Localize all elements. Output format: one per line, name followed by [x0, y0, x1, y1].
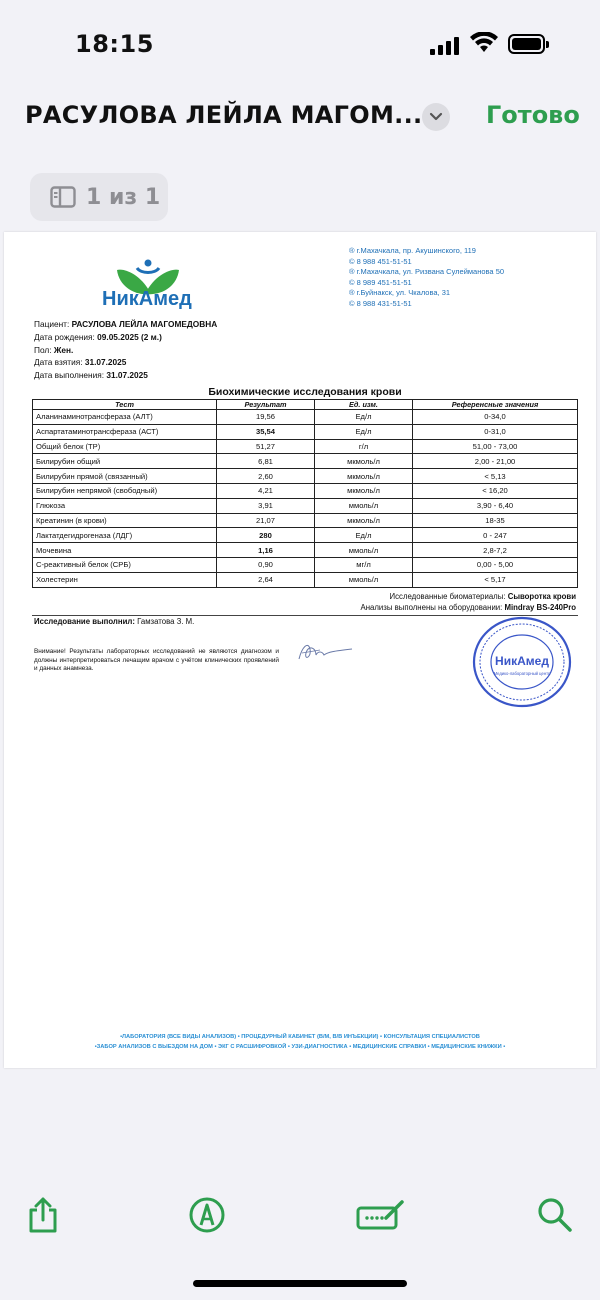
- status-bar: [0, 0, 600, 90]
- cell-result: 1,16: [217, 543, 315, 558]
- equipment-value: Mindray BS-240Pro: [504, 602, 576, 612]
- clinic-addresses: [349, 246, 504, 310]
- footer-services: [4, 1032, 596, 1052]
- cell-test: Билирубин прямой (связанный): [33, 469, 217, 484]
- patient-dob: 09.05.2025 (2 м.): [97, 331, 162, 342]
- share-button[interactable]: [18, 1190, 68, 1240]
- document-title: РАСУЛОВА ЛЕЙЛА МАГОМ...: [25, 101, 423, 129]
- table-row: [33, 424, 578, 439]
- dob-label: Дата рождения:: [34, 331, 95, 342]
- cell-reference: 2,00 - 21,00: [413, 454, 578, 469]
- biomaterial-label: Исследованные биоматериалы:: [389, 592, 506, 601]
- cell-result: 21,07: [217, 513, 315, 528]
- cell-result: 2,60: [217, 469, 315, 484]
- markup-icon: [188, 1196, 226, 1234]
- table-row: [33, 469, 578, 484]
- cell-test: Аланинаминотрансфераза (АЛТ): [33, 410, 217, 425]
- equipment-label: Анализы выполнены на оборудовании:: [360, 602, 503, 612]
- nikamed-logo-icon: [99, 246, 209, 326]
- cell-test: Билирубин непрямой (свободный): [33, 483, 217, 498]
- table-title: Биохимические исследования крови: [208, 386, 402, 398]
- wifi-icon: [470, 32, 498, 54]
- patient-name: РАСУЛОВА ЛЕЙЛА МАГОМЕДОВНА: [71, 319, 218, 329]
- cell-unit: Ед/л: [315, 528, 413, 543]
- biomaterial-value: Сыворотка крови: [507, 592, 576, 601]
- markup-button[interactable]: [182, 1190, 232, 1240]
- cell-reference: 0-34,0: [413, 410, 578, 425]
- table-row: [33, 439, 578, 454]
- page-indicator[interactable]: [30, 173, 168, 221]
- footer-line: •ЗАБОР АНАЛИЗОВ С ВЫЕЗДОМ НА ДОМ • ЭКГ С РАСШИФРОВКОЙ • УЗИ-ДИАГНОСТИКА • МЕДИЦИНСКИЕ СПРАВКИ • МЕДИЦИНСКИЕ КНИЖКИ •: [94, 1044, 506, 1050]
- navigation-bar: [0, 95, 600, 140]
- performer-label: Исследование выполнил:: [34, 617, 135, 626]
- cell-result: 6,81: [217, 454, 315, 469]
- fill-and-sign-button[interactable]: [356, 1190, 406, 1240]
- table-row: [33, 572, 578, 587]
- performer-name: Гамзатова З. М.: [137, 617, 195, 626]
- cell-result: 51,27: [217, 439, 315, 454]
- table-row: [33, 454, 578, 469]
- done-button[interactable]: Готово: [486, 101, 580, 129]
- cell-unit: мкмоль/л: [315, 513, 413, 528]
- signature-icon: [356, 1198, 406, 1232]
- header-unit: Ед. изм.: [315, 400, 413, 410]
- cell-reference: 0,00 - 5,00: [413, 557, 578, 572]
- patient-sex: Жен.: [53, 344, 74, 355]
- footer-line: •ЛАБОРАТОРИЯ (ВСЕ ВИДЫ АНАЛИЗОВ) • ПРОЦЕДУРНЫЙ КАБИНЕТ (В/М, В/В ИНЪЕКЦИИ) • КОНСУЛЬТАЦИЯ СПЕЦИАЛИСТОВ: [120, 1034, 480, 1040]
- cell-reference: < 5,17: [413, 572, 578, 587]
- address-line: ® г.Махачкала, пр. Акушинского, 119: [349, 246, 476, 255]
- page-count-label: 1 из 1: [86, 184, 161, 210]
- table-row: [33, 528, 578, 543]
- cell-test: Билирубин общий: [33, 454, 217, 469]
- patient-info: [34, 318, 217, 382]
- cell-unit: Ед/л: [315, 410, 413, 425]
- done-date: 31.07.2025: [106, 370, 148, 381]
- cell-reference: 0-31,0: [413, 424, 578, 439]
- sex-label: Пол:: [34, 344, 52, 355]
- search-button[interactable]: [530, 1190, 580, 1240]
- address-line: ® г.Махачкала, ул. Ризвана Сулейманова 50: [349, 267, 505, 277]
- cell-test: Мочевина: [33, 543, 217, 558]
- cell-unit: мкмоль/л: [315, 454, 413, 469]
- table-row: [33, 483, 578, 498]
- cell-unit: ммоль/л: [315, 543, 413, 558]
- patient-name-label: Пациент:: [34, 319, 70, 329]
- cell-reference: 3,90 - 6,40: [413, 498, 578, 513]
- cell-reference: < 5,13: [413, 469, 578, 484]
- cell-reference: 18-35: [413, 513, 578, 528]
- sidebar-icon: [50, 186, 76, 208]
- table-header-row: [33, 400, 578, 410]
- phone-line: © 8 988 431-51-51: [349, 298, 412, 308]
- cell-result: 19,56: [217, 410, 315, 425]
- search-icon: [537, 1197, 573, 1233]
- chevron-down-icon: [429, 112, 443, 122]
- cell-test: Креатинин (в крови): [33, 513, 217, 528]
- stamp-brand: НикАмед: [495, 654, 549, 668]
- taken-date-label: Дата взятия:: [34, 357, 83, 368]
- clinic-stamp-image: [466, 615, 578, 709]
- share-icon: [26, 1196, 60, 1234]
- cell-reference: 0 - 247: [413, 528, 578, 543]
- cell-test: Глюкоза: [33, 498, 217, 513]
- cell-result: 35,54: [217, 424, 315, 439]
- cell-result: 4,21: [217, 483, 315, 498]
- stamp-subtitle: Медико-лабораторный центр: [493, 671, 551, 676]
- done-date-label: Дата выполнения:: [34, 370, 105, 381]
- cell-unit: Ед/л: [315, 424, 413, 439]
- table-row: [33, 557, 578, 572]
- cell-result: 0,90: [217, 557, 315, 572]
- home-indicator[interactable]: [193, 1280, 407, 1287]
- pdf-page[interactable]: [4, 232, 596, 1068]
- warning-text: Внимание! Результаты лабораторных исследований не являются диагнозом и должны интерпретироваться лечащим врачом с учётом клинических проявлений и данных анамнеза.: [34, 648, 279, 672]
- cellular-signal-icon: [430, 35, 460, 55]
- cell-test: Холестерин: [33, 572, 217, 587]
- cell-unit: ммоль/л: [315, 572, 413, 587]
- battery-icon: [508, 34, 545, 54]
- cell-result: 2,64: [217, 572, 315, 587]
- cell-reference: 2,8-7,2: [413, 543, 578, 558]
- cell-unit: ммоль/л: [315, 498, 413, 513]
- table-row: [33, 543, 578, 558]
- brand-name: НикАмед: [102, 288, 192, 310]
- phone-line: © 8 988 451-51-51: [349, 256, 412, 266]
- cell-test: С-реактивный белок (СРБ): [33, 557, 217, 572]
- cell-reference: 51,00 - 73,00: [413, 439, 578, 454]
- header-result: Результат: [217, 400, 315, 410]
- signature-image: [294, 637, 354, 667]
- cell-result: 280: [217, 528, 315, 543]
- cell-test: Лактатдегидрогеназа (ЛДГ): [33, 528, 217, 543]
- taken-date: 31.07.2025: [84, 357, 127, 368]
- cell-test: Общий белок (ТР): [33, 439, 217, 454]
- performer-info: [34, 617, 194, 626]
- cell-test: Аспартатаминотрансфераза (АСТ): [33, 424, 217, 439]
- address-line: ® г.Буйнакск, ул. Чкалова, 31: [349, 288, 451, 298]
- table-row: [33, 513, 578, 528]
- biomaterial-info: [32, 592, 576, 613]
- phone-line: © 8 989 451-51-51: [349, 277, 412, 287]
- bottom-toolbar: [0, 1190, 600, 1240]
- header-reference: Референсные значения: [413, 400, 578, 410]
- status-time: 18:15: [75, 30, 154, 58]
- table-row: [33, 410, 578, 425]
- title-menu-button[interactable]: [422, 103, 450, 131]
- cell-unit: г/л: [315, 439, 413, 454]
- cell-reference: < 16,20: [413, 483, 578, 498]
- table-row: [33, 498, 578, 513]
- cell-unit: мг/л: [315, 557, 413, 572]
- results-table: [32, 399, 578, 588]
- cell-result: 3,91: [217, 498, 315, 513]
- cell-unit: мкмоль/л: [315, 483, 413, 498]
- header-test: Тест: [33, 400, 217, 410]
- cell-unit: мкмоль/л: [315, 469, 413, 484]
